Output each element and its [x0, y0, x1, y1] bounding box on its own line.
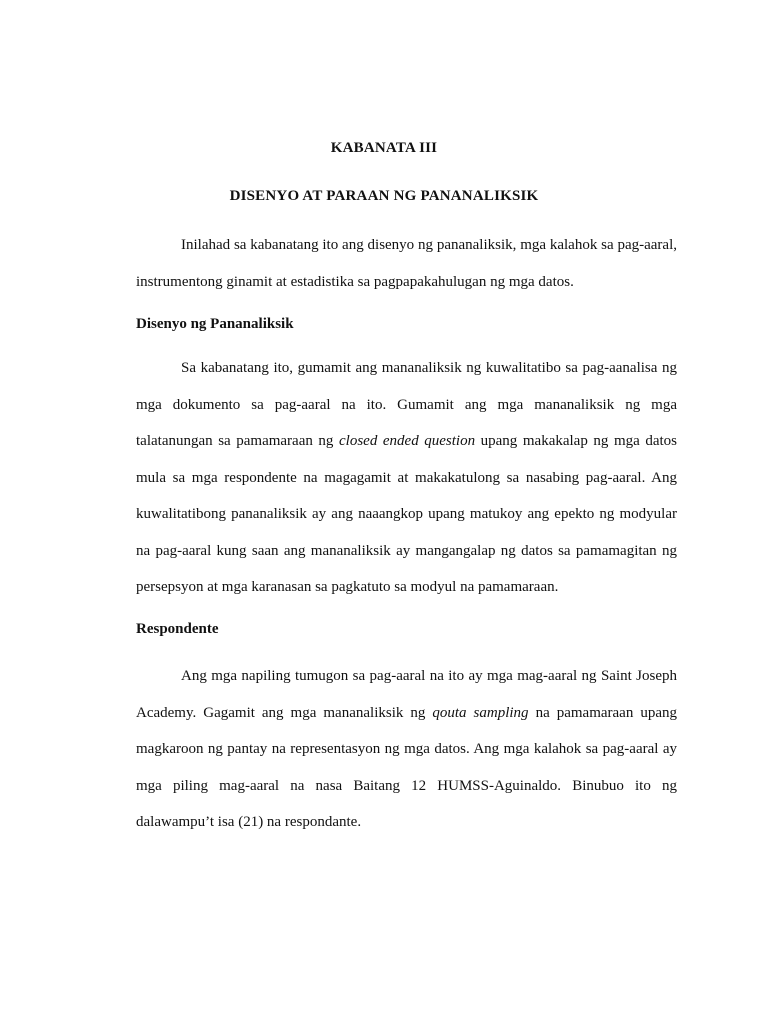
intro-paragraph: Inilahad sa kabanatang ito ang disenyo ng pananaliksik, mga kalahok sa pag-aaral, instrumentong ginamit at estadistika sa pagpapakahulugan ng mga datos. [136, 237, 677, 290]
chapter-title-heading: DISENYO AT PARAAN NG PANANALIKSIK [229, 188, 539, 204]
respondente-paragraph-italic-term: qouta sampling [432, 704, 529, 721]
disenyo-paragraph-italic-term: closed ended question [339, 433, 476, 449]
respondente-paragraph [136, 658, 677, 841]
disenyo-paragraph-text-1: Sa kabanatang ito, gumamit ang mananaliksik ng kuwalitatibo sa pag-aanalisa ng mga dokumento sa pag-aaral na ito. Gumamit ang mga mananaliksik ng mga talatanungan sa pamamaraan ng [136, 360, 677, 449]
disenyo-paragraph-text-2: upang makakalap ng mga datos mula sa mga respondente na magagamit at makakatulong sa nasabing pag-aaral. Ang kuwalitatibong pananaliksik ay ang naaangkop upang matukoy ang epekto ng modyular na pag-aaral kung saan ang mananaliksik ay mangangalap ng datos sa pamamagitan ng persepsyon at mga karanasan sa pagkatuto sa modyul na pamamaraan. [136, 433, 678, 595]
respondente-paragraph-text-1: Ang mga napiling tumugon sa pag-aaral na ito ay mga mag-aaral ng Saint Joseph Academy. Gagamit ang mga mananaliksik ng [136, 668, 677, 721]
respondente-paragraph-text-2: na pamamaraan upang magkaroon ng pantay na representasyon ng mga datos. Ang mga kalahok sa pag-aaral ay mga piling mag-aaral na nasa Baitang 12 HUMSS-Aguinaldo. Binubuo ito ng dalawampu’t isa (21) na respondante. [136, 704, 677, 830]
disenyo-paragraph [136, 350, 677, 606]
section-heading-disenyo: Disenyo ng Pananaliksik [136, 316, 294, 332]
chapter-number-heading: KABANATA III [330, 140, 438, 156]
section-heading-respondente: Respondente [136, 621, 219, 637]
